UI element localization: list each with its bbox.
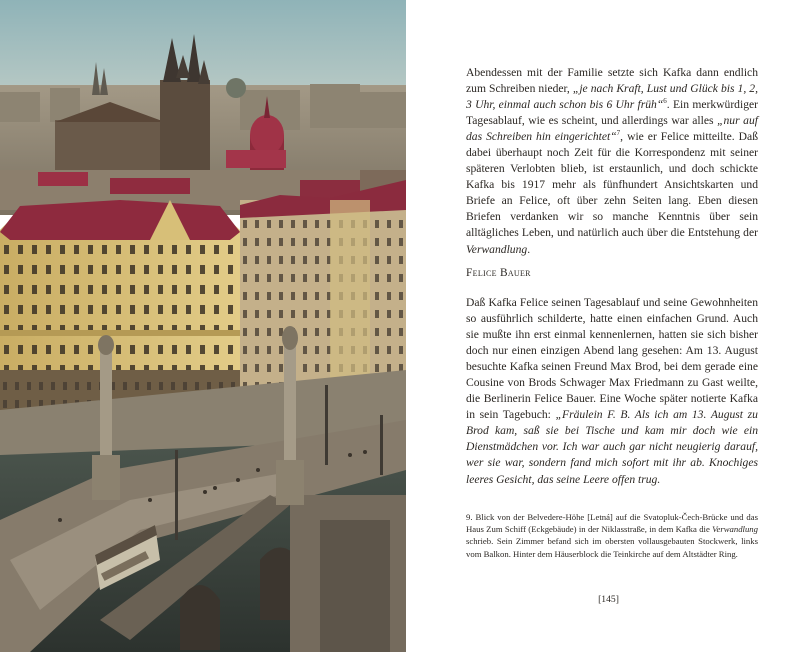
para1-run-6: , wie er Felice mitteilte. Daß dabei überhaupt noch Zeit für die Korrespondenz mit seiner späteren Verlobten blieb, ist erstaunlich, und doch schickte Kafka bis 1917 mehr als fünfhundert Ansichtskarten und Briefe an Felice, oft über zehn Seiten lang. Eben diesen Briefen verdanken wir so manche Kenntnis über sein alltägliches Leben, und natürlich auch über die Entstehung der [466, 130, 758, 240]
para2-run-1: „Fräulein F. B. Als ich am 13. August zu Brod kam, saß sie bei Tische und kam mir doch wie ein Dienstmädchen vor. Ich war auch gar nicht neugierig darauf, wer sie war, sondern fand mich sofort mit ihr ab. Knochiges leeres Gesicht, das seine Leere offen trug. [466, 408, 758, 486]
para1-run-7: Verwandlung [466, 242, 528, 256]
section-heading: Felice Bauer [466, 267, 531, 279]
para1-run-4: „nur auf das Schreiben hin eingerichtet“ [466, 114, 758, 144]
para2-run-0: Daß Kafka Felice seinen Tagesablauf und seine Gewohnheiten so ausführlich schilderte, hatte einen einfachen Grund. Auch sie mußte ihn erst einmal kennenlernen, hatten sie sich bisher doch nur einen einzigen Abend lang gesehen: Am 13. August besuchte Kafka seinen Freund Max Brod, bei dem gerade eine Cousine von Brods Schwager Max Friedmann zu Gast weilte, die Berlinerin Felice Bauer. Eine Woche später notierte Kafka in sein Tagebuch: [466, 296, 758, 422]
para1-run-1: „je nach Kraft, Lust und Glück bis 1, 2, 3 Uhr, einmal auch schon bis 6 Uhr früh“ [466, 82, 758, 112]
caption-run-2: schrieb. Sein Zimmer befand sich im obersten vollausgebauten Stockwerk, links vom Balkon. Hinter dem Häuserblock die Teinkirche auf dem Altstädter Ring. [466, 536, 758, 559]
caption-run-1: Verwandlung [712, 524, 758, 535]
para1-run-5: 7 [616, 129, 621, 138]
page-number: [145] [598, 594, 619, 605]
para1-run-0: Abendessen mit der Familie setzte sich Kafka dann endlich zum Schreiben nieder, [466, 66, 758, 96]
text-page [406, 0, 811, 652]
body-paragraph-2 [466, 295, 758, 488]
caption-run-0: 9. Blick von der Belvedere-Höhe [Letná] auf die Svatopluk-Čech-Brücke und das Haus Zum Schiff (Eckgebäude) in der Niklasstraße, in dem Kafka die [466, 512, 758, 535]
para1-run-8: . [527, 242, 531, 256]
figure-caption [466, 511, 758, 560]
body-paragraph-1 [466, 65, 758, 258]
para1-run-3: . Ein merkwürdiger Tagesablauf, wie es scheint, und allerdings war alles [466, 98, 758, 128]
para1-run-2: 6 [663, 97, 667, 106]
